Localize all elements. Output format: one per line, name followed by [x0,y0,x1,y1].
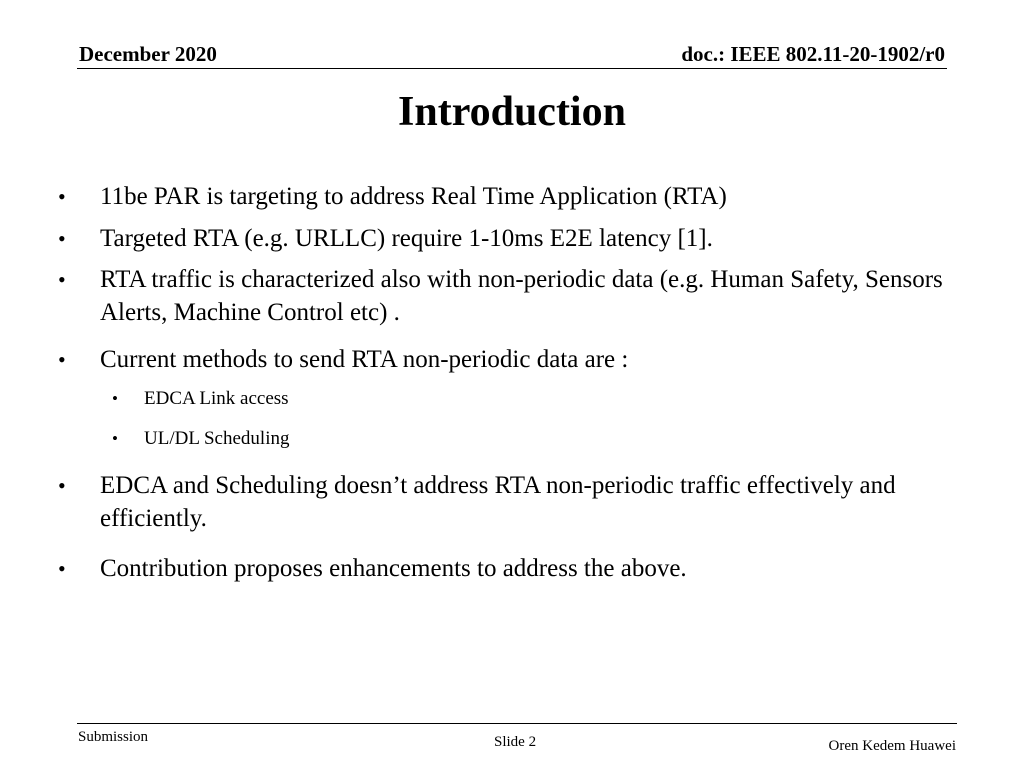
bullet-item [56,469,996,535]
bullet-item [56,552,996,585]
header-date: December 2020 [79,42,217,66]
bullet-item [56,180,996,213]
slide-title: Introduction [398,89,626,135]
sub-bullet-item [56,386,996,412]
sub-bullet-text: UL/DL Scheduling [144,428,290,449]
header-doc-number: doc.: IEEE 802.11-20-1902/r0 [681,42,945,66]
sub-bullet-text: EDCA Link access [144,388,289,409]
bullet-marker: • [112,389,118,408]
bullet-marker: • [58,226,66,251]
bullet-marker: • [58,473,66,498]
bullet-text: Contribution proposes enhancements to address the above. [100,555,687,582]
bullet-item [56,343,996,376]
bullet-marker: • [58,184,66,209]
footer-slide-number: Slide 2 [494,734,537,750]
bullet-list [56,180,996,585]
header-divider [77,68,947,69]
footer-submission: Submission [78,729,149,745]
bullet-marker: • [58,347,66,372]
footer-divider [77,723,957,724]
bullet-item [56,222,996,255]
footer-author: Oren Kedem Huawei [828,738,956,754]
bullet-text: Current methods to send RTA non-periodic data are : [100,346,629,373]
bullet-marker: • [112,429,118,448]
bullet-marker: • [58,267,66,292]
bullet-text: 11be PAR is targeting to address Real Time Application (RTA) [100,183,727,210]
bullet-text: Targeted RTA (e.g. URLLC) require 1-10ms E2E latency [1]. [100,225,713,252]
bullet-marker: • [58,556,66,581]
bullet-text: RTA traffic is characterized also with non-periodic data (e.g. Human Safety, Sensors Alerts, Machine Control etc) . [100,266,943,326]
bullet-text: EDCA and Scheduling doesn’t address RTA non-periodic traffic effectively and efficiently. [100,472,896,532]
sub-bullet-item [56,426,996,452]
bullet-item [56,263,996,329]
